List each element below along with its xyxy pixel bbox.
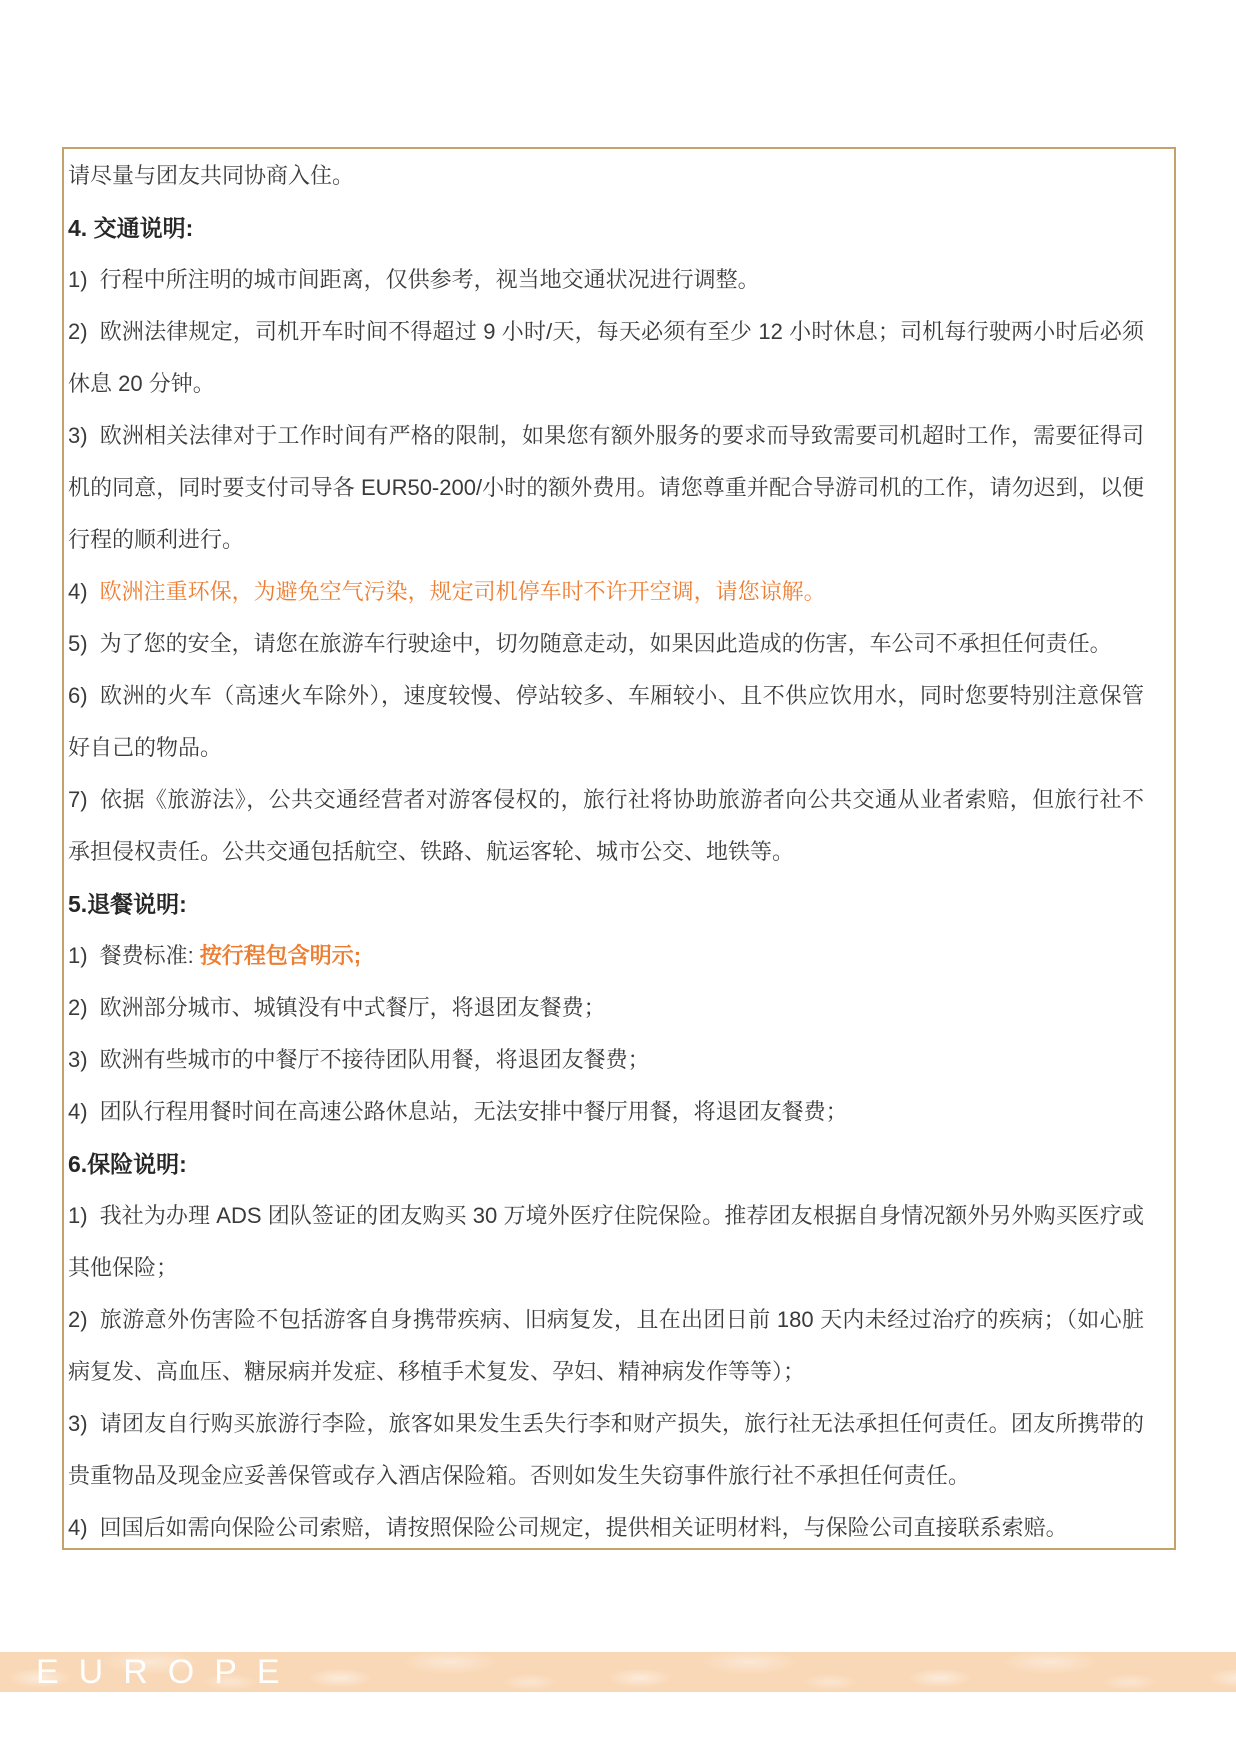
- list-item: [68, 618, 1144, 670]
- text-segment: 欧洲法律规定，司机开车时间不得超过 9 小时/天，每天必须有至少 12 小时休息；司机每行驶两小时后必须休息 20 分钟。: [68, 319, 1144, 396]
- item-marker: 1): [68, 943, 88, 968]
- item-marker: 2): [68, 319, 88, 344]
- list-item: [68, 306, 1144, 410]
- item-marker: 2): [68, 1307, 88, 1332]
- text-segment: 依据《旅游法》，公共交通经营者对游客侵权的，旅行社将协助旅游者向公共交通从业者索赔，但旅行社不承担侵权责任。公共交通包括航空、铁路、航运客轮、城市公交、地铁等。: [68, 787, 1144, 864]
- sections-container: [68, 202, 1144, 1554]
- list-item: [68, 930, 1144, 982]
- brand-text: EUROPE: [36, 1653, 300, 1691]
- list-item: [68, 410, 1144, 566]
- text-segment: 按行程包含明示;: [199, 943, 362, 968]
- list-item: [68, 1086, 1144, 1138]
- text-segment: 欧洲有些城市的中餐厅不接待团队用餐，将退团友餐费；: [99, 1047, 650, 1072]
- text-segment: 欧洲部分城市、城镇没有中式餐厅，将退团友餐费；: [99, 995, 606, 1020]
- list-item: [68, 566, 1144, 618]
- item-marker: 4): [68, 579, 88, 604]
- list-item: [68, 670, 1144, 774]
- text-segment: 回国后如需向保险公司索赔，请按照保险公司规定，提供相关证明材料，与保险公司直接联系索赔。: [99, 1515, 1068, 1540]
- section-title: 5.退餐说明:: [68, 891, 187, 917]
- text-segment: 旅游意外伤害险不包括游客自身携带疾病、旧病复发，且在出团日前 180 天内未经过治疗的疾病；（如心脏病复发、高血压、糖尿病并发症、移植手术复发、孕妇、精神病发作等等）；: [68, 1307, 1144, 1384]
- text-segment: 我社为办理 ADS 团队签证的团友购买 30 万境外医疗住院保险。推荐团友根据自身情况额外另外购买医疗或其他保险；: [68, 1203, 1144, 1280]
- section-title: 6.保险说明:: [68, 1151, 187, 1177]
- list-item: [68, 982, 1144, 1034]
- item-marker: 3): [68, 1411, 88, 1436]
- list-item: [68, 1502, 1144, 1554]
- list-item: [68, 1398, 1144, 1502]
- item-marker: 2): [68, 995, 88, 1020]
- text-segment: 欧洲注重环保，为避免空气污染，规定司机停车时不许开空调，请您谅解。: [99, 579, 826, 604]
- item-marker: 4): [68, 1099, 88, 1124]
- item-marker: 3): [68, 423, 88, 448]
- list-item: [68, 1190, 1144, 1294]
- text-segment: 请团友自行购买旅游行李险，旅客如果发生丢失行李和财产损失，旅行社无法承担任何责任。团友所携带的贵重物品及现金应妥善保管或存入酒店保险箱。否则如发生失窃事件旅行社不承担任何责任。: [68, 1411, 1144, 1488]
- item-marker: 1): [68, 1203, 88, 1228]
- text-segment: 团队行程用餐时间在高速公路休息站，无法安排中餐厅用餐，将退团友餐费；: [99, 1099, 848, 1124]
- item-marker: 5): [68, 631, 88, 656]
- item-marker: 7): [68, 787, 88, 812]
- list-item: [68, 1294, 1144, 1398]
- item-marker: 3): [68, 1047, 88, 1072]
- footer-decorative-band: [0, 1652, 1236, 1692]
- list-item: [68, 1034, 1144, 1086]
- text-segment: 欧洲相关法律对于工作时间有严格的限制，如果您有额外服务的要求而导致需要司机超时工作，需要征得司机的同意，同时要支付司导各 EUR50-200/小时的额外费用。请您尊重并配合导游司机的工作，请勿迟到，以便行程的顺利进行。: [68, 423, 1144, 552]
- text-segment: 行程中所注明的城市间距离，仅供参考，视当地交通状况进行调整。: [99, 267, 760, 292]
- intro-line: 请尽量与团友共同协商入住。: [68, 163, 355, 188]
- item-marker: 4): [68, 1515, 88, 1540]
- item-marker: 1): [68, 267, 88, 292]
- text-segment: 欧洲的火车（高速火车除外），速度较慢、停站较多、车厢较小、且不供应饮用水，同时您要特别注意保管好自己的物品。: [68, 683, 1144, 760]
- section-title: 4. 交通说明:: [68, 215, 194, 241]
- text-segment: 为了您的安全，请您在旅游车行驶途中，切勿随意走动，如果因此造成的伤害，车公司不承担任何责任。: [99, 631, 1112, 656]
- item-marker: 6): [68, 683, 88, 708]
- text-segment: 餐费标准:: [99, 943, 200, 968]
- list-item: [68, 254, 1144, 306]
- content-box: [62, 147, 1176, 1550]
- list-item: [68, 774, 1144, 878]
